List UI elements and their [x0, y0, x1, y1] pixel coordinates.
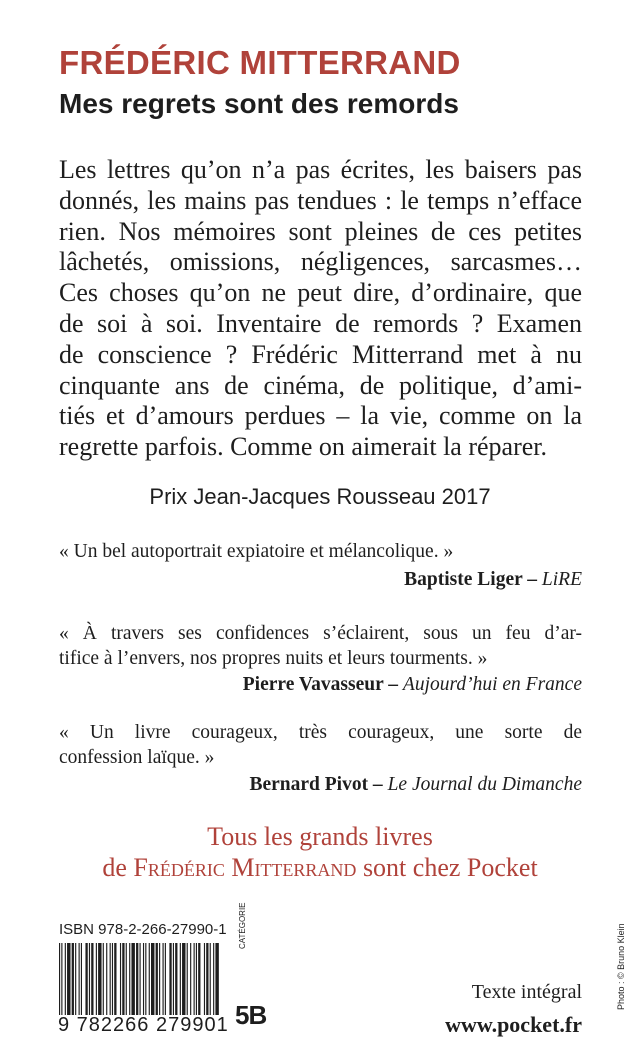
barcode-bar [163, 943, 164, 1015]
promo-suffix: sont chez Pocket [362, 853, 538, 882]
barcode-bar [175, 943, 177, 1015]
quote-source: LiRE [541, 569, 582, 590]
barcode [59, 943, 219, 1015]
barcode-bar [198, 943, 200, 1015]
texte-integral: Texte intégral [471, 981, 582, 1003]
blurb-line: Ces choses qu’on ne peut dire, d’ordinaire, que [59, 278, 582, 308]
prize-line: Prix Jean-Jacques Rousseau 2017 [149, 484, 491, 509]
barcode-bar [206, 943, 208, 1015]
quote-1-attribution [404, 569, 582, 591]
barcode-bar [131, 943, 134, 1015]
barcode-bar [165, 943, 166, 1015]
quote-line: tifice à l’envers, nos propres nuits et leurs tourments. » [59, 648, 488, 669]
quote-line: « À travers ses confidences s’éclairent, sous un feu d’ar- [59, 623, 582, 644]
barcode-bar [79, 943, 80, 1015]
barcode-bar [89, 943, 90, 1015]
book-title: Mes regrets sont des remords [59, 88, 459, 119]
barcode-bar [182, 943, 185, 1015]
quote-1 [59, 539, 582, 564]
promo-author: Frédéric Mitterrand [133, 853, 357, 882]
category-code: 5B [235, 1000, 267, 1030]
promo-line-1: Tous les grands livres [207, 822, 433, 851]
barcode-bar [136, 943, 138, 1015]
barcode-bar [67, 943, 70, 1015]
barcode-bar [169, 943, 171, 1015]
blurb-line: de conscience ? Frédéric Mitterrand met à nu [59, 339, 582, 369]
barcode-bar [110, 943, 111, 1015]
quote-author: Baptiste Liger – [404, 569, 538, 590]
quote-source: Aujourd’hui en France [402, 674, 582, 695]
barcode-bar [122, 943, 124, 1015]
photo-credit: Photo : © Bruno Klein [616, 923, 626, 1010]
promo-prefix: de [102, 853, 127, 882]
quote-2-attribution [243, 674, 582, 696]
barcode-bar [59, 943, 60, 1015]
quote-author: Pierre Vavasseur – [242, 674, 399, 695]
blurb-text [59, 155, 582, 463]
barcode-bar [81, 943, 82, 1015]
barcode-bar [140, 943, 141, 1015]
category-label: CATÉGORIE [238, 902, 247, 949]
barcode-bar [114, 943, 116, 1015]
barcode-bar [126, 943, 127, 1015]
barcode-bar [75, 943, 76, 1015]
blurb-line: donnés, les mains pas tendues : le temps n’efface [59, 185, 582, 215]
barcode-bar [213, 943, 214, 1015]
quote-line: « Un bel autoportrait expiatoire et mélancolique. » [59, 541, 454, 562]
barcode-bar [194, 943, 195, 1015]
barcode-bar [85, 943, 87, 1015]
barcode-bar [120, 943, 121, 1015]
barcode-bar [98, 943, 101, 1015]
barcode-number: 9 782266 279901 [58, 1014, 229, 1036]
barcode-bar [196, 943, 197, 1015]
barcode-bar [190, 943, 191, 1015]
blurb-line: de soi à soi. Inventaire de remords ? Examen [59, 308, 582, 338]
blurb-line: tiés et d’amours perdues – la vie, comme on la [59, 401, 582, 431]
barcode-bar [173, 943, 174, 1015]
quote-2 [59, 621, 582, 671]
author-name: FRÉDÉRIC MITTERRAND [59, 44, 461, 81]
barcode-bar [149, 943, 150, 1015]
quote-author: Bernard Pivot – [249, 774, 383, 795]
barcode-bar [72, 943, 74, 1015]
blurb-line: lâchetés, omissions, négligences, sarcasmes… [59, 247, 582, 277]
blurb-line: cinquante ans de cinéma, de politique, d’ami- [59, 370, 582, 400]
blurb-line: Les lettres qu’on n’a pas écrites, les baisers pas [59, 155, 582, 184]
barcode-bar [106, 943, 107, 1015]
barcode-bar [156, 943, 158, 1015]
barcode-bar [103, 943, 104, 1015]
barcode-bar [112, 943, 113, 1015]
barcode-bar [204, 943, 205, 1015]
quote-line: confession laïque. » [59, 747, 215, 768]
barcode-bar [210, 943, 211, 1015]
isbn: ISBN 978-2-266-27990-1 [59, 921, 227, 938]
blurb-line: regrette parfois. Comme on aimerait la réparer. [59, 432, 548, 462]
barcode-bar [129, 943, 130, 1015]
quote-source: Le Journal du Dimanche [387, 774, 582, 795]
barcode-bar [159, 943, 160, 1015]
barcode-bar [65, 943, 66, 1015]
barcode-bar [143, 943, 144, 1015]
blurb-line: rien. Nos mémoires sont pleines de ces petites [59, 216, 582, 246]
quote-3 [59, 720, 582, 770]
barcode-bar [91, 943, 93, 1015]
barcode-bar [61, 943, 62, 1015]
barcode-bar [145, 943, 146, 1015]
publisher-url: www.pocket.fr [445, 1012, 582, 1037]
barcode-bar [215, 943, 218, 1015]
quote-line: « Un livre courageux, très courageux, une sorte de [59, 722, 582, 743]
barcode-bar [151, 943, 154, 1015]
quote-3-attribution [249, 774, 582, 796]
barcode-bar [187, 943, 188, 1015]
barcode-bar [180, 943, 181, 1015]
barcode-bar [96, 943, 97, 1015]
promo-line-2 [0, 853, 640, 883]
